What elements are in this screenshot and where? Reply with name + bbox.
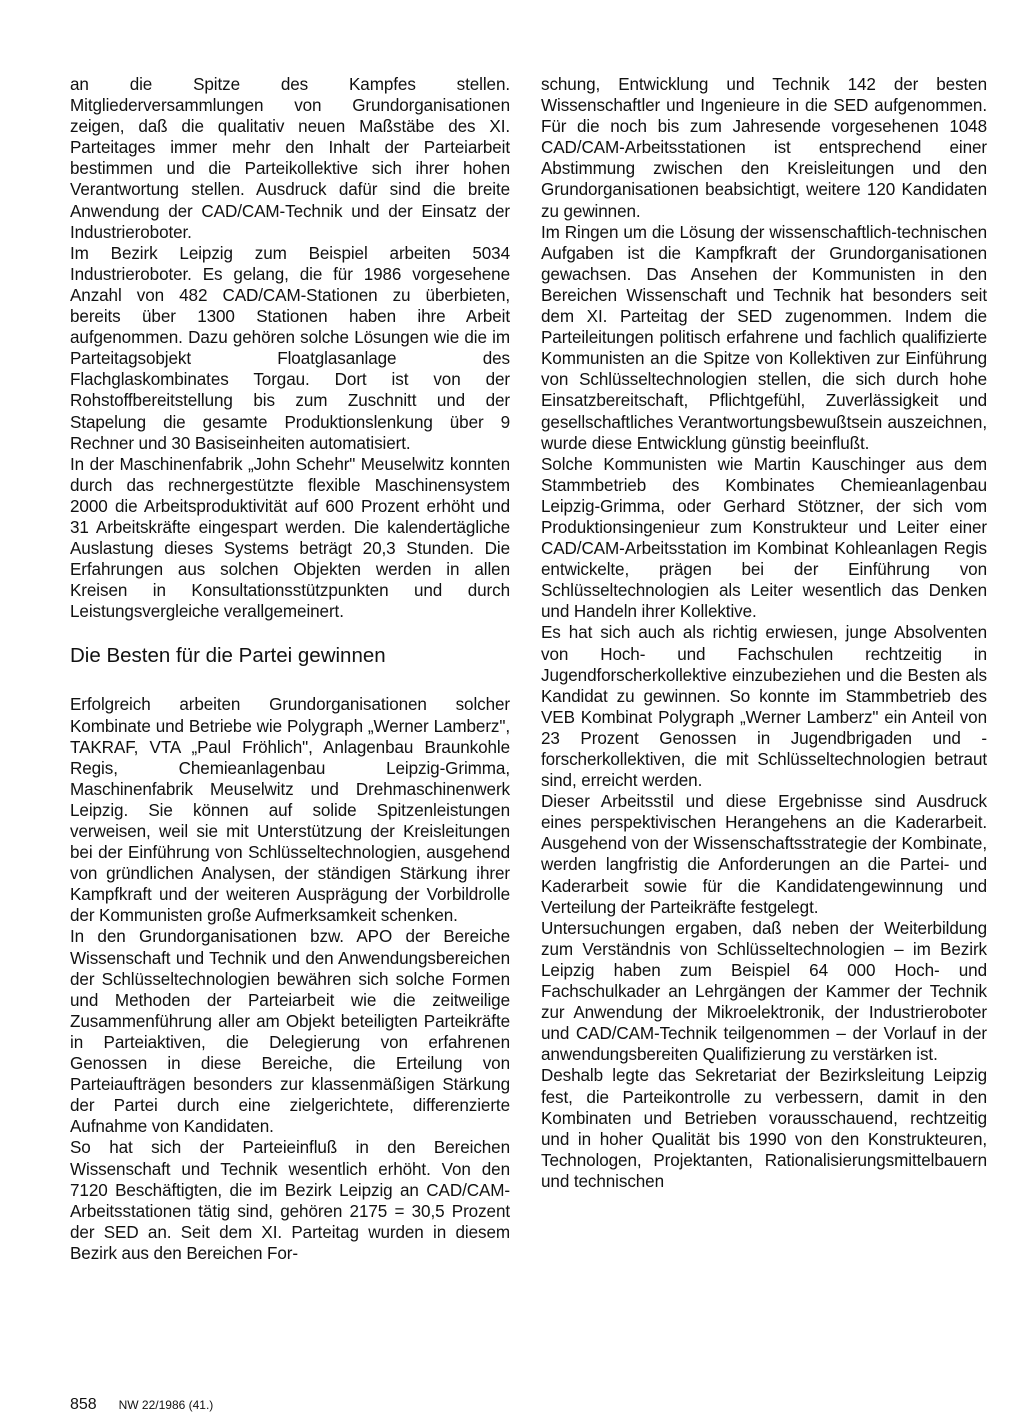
- page-footer: [70, 1396, 213, 1414]
- paragraph: schung, Entwicklung und Technik 142 der besten Wissenschaftler und Ingenieure in die SED aufgenommen. Für die noch bis zum Jahresende vorgesehenen 1048 CAD/CAM-Arbeitsstationen ist entsprechend einer Abstimmung zwischen den Kreisleitungen und den Grundorganisationen beabsichtigt, weitere 120 Kandidaten zu gewinnen.: [541, 75, 987, 221]
- paragraph: Dieser Arbeitsstil und diese Ergebnisse sind Ausdruck eines perspektivischen Herangehens an die Kaderarbeit. Ausgehend von der Wissenschaftsstrategie der Kombinate, werden langfristig die Anforderungen an die Partei- und Kaderarbeit sowie für die Kandidatengewinnung und Verteilung der Parteikräfte festgelegt.: [541, 792, 987, 917]
- left-column: [70, 74, 510, 1264]
- right-column: [541, 74, 987, 1192]
- page-number: 858: [70, 1396, 97, 1413]
- paragraph: Deshalb legte das Sekretariat der Bezirksleitung Leipzig fest, die Parteikontrolle zu verbessern, damit in den Kombinaten und Betrieben vorausschauend, rechtzeitig und in hoher Qualität bis 1990 von den Konstrukteuren, Technologen, Projektanten, Rationalisierungsmittelbauern und technischen: [541, 1066, 987, 1191]
- paragraph: In der Maschinenfabrik „John Schehr" Meuselwitz konnten durch das rechnergestützte flexible Maschinensystem 2000 die Arbeitsproduktivität auf 600 Prozent erhöht und 31 Arbeitskräfte eingespart werden. Die kalendertägliche Auslastung dieses Systems beträgt 20,3 Stunden. Die Erfahrungen aus solchen Objekten werden in allen Kreisen in Konsultationsstützpunkten und durch Leistungsvergleiche verallgemeinert.: [70, 454, 510, 622]
- paragraph: Untersuchungen ergaben, daß neben der Weiterbildung zum Verständnis von Schlüsseltechnologien – im Bezirk Leipzig haben zum Beispiel 64 000 Hoch- und Fachschulkader an Lehrgängen der Kammer der Technik zur Anwendung der Mikroelektronik, der Industrieroboter und CAD/CAM-Technik teilgenommen – der Vorlauf in der anwendungsbereiten Qualifizierung zu verstärken ist.: [541, 918, 987, 1065]
- paragraph: So hat sich der Parteieinfluß in den Bereichen Wissenschaft und Technik wesentlich erhöht. Von den 7120 Beschäftigten, die im Bezirk Leipzig an CAD/CAM-Arbeitsstationen tätig sind, gehören 2175 = 30,5 Prozent der SED an. Seit dem XI. Parteitag wurden in diesem Bezirk aus den Bereichen For-: [70, 1138, 510, 1263]
- paragraph: Erfolgreich arbeiten Grundorganisationen solcher Kombinate und Betriebe wie Polygraph „Werner Lamberz", TAKRAF, VTA „Paul Fröhlich", Anlagenbau Braunkohle Regis, Chemieanlagenbau Leipzig-Grimma, Maschinenfabrik Meuselwitz und Drehmaschinenwerk Leipzig. Sie können auf solide Spitzenleistungen verweisen, weil sie mit Unterstützung der Kreisleitungen bei der Einführung von Schlüsseltechnologien, ausgehend von gründlichen Analysen, der ständigen Stärkung ihrer Kampfkraft und der weiteren Ausprägung der Vorbildrolle der Kommunisten große Aufmerksamkeit schenken.: [70, 695, 510, 926]
- issue-reference: NW 22/1986 (41.): [118, 1398, 214, 1412]
- paragraph: In den Grundorganisationen bzw. APO der Bereiche Wissenschaft und Technik und den Anwendungsbereichen der Schlüsseltechnologien bewähren sich solche Formen und Methoden der Parteiarbeit wie die zeitweilige Zusammenführung aller am Objekt beteiligten Parteikräfte in Parteiaktiven, die Delegierung von erfahrenen Genossen in diese Bereiche, die Erteilung von Parteiaufträgen besonders zur klassenmäßigen Stärkung der Partei durch eine zielgerichtete, differenzierte Aufnahme von Kandidaten.: [70, 927, 510, 1137]
- paragraph: Solche Kommunisten wie Martin Kauschinger aus dem Stammbetrieb des Kombinates Chemieanlagenbau Leipzig-Grimma, oder Gerhard Stötzner, der sich vom Produktionsingenieur zum Konstrukteur und Leiter einer CAD/CAM-Arbeitsstation im Kombinat Kohleanlagen Regis entwickelte, prägen bei der Einführung von Schlüsseltechnologien als Leiter wesentlich das Denken und Handeln ihrer Kollektive.: [541, 454, 987, 622]
- paragraph: Im Ringen um die Lösung der wissenschaftlich-technischen Aufgaben ist die Kampfkraft der Grundorganisationen gewachsen. Das Ansehen der Kommunisten in den Bereichen Wissenschaft und Technik hat besonders seit dem XI. Parteitag der SED zugenommen. Indem die Parteileitungen politisch erfahrene und fachlich qualifizierte Kommunisten an die Spitze von Kollektiven zur Einführung von Schlüsseltechnologien stellen, die sich durch hohe Einsatzbereitschaft, Pflichtgefühl, Zuverlässigkeit und gesellschaftliches Verantwortungsbewußtsein auszeichnen, wurde diese Entwicklung günstig beeinflußt.: [541, 222, 987, 453]
- paragraph: Es hat sich auch als richtig erwiesen, junge Absolventen von Hoch- und Fachschulen rechtzeitig in Jugendforscherkollektive einzubeziehen und die Besten als Kandidat zu gewinnen. So konnte im Stammbetrieb des VEB Kombinat Polygraph „Werner Lamberz" ein Anteil von 23 Prozent Genossen in Jugendbrigaden und -forscherkollektiven, die mit Schlüsseltechnologien betraut sind, erreicht werden.: [541, 623, 987, 791]
- paragraph: Im Bezirk Leipzig zum Beispiel arbeiten 5034 Industrieroboter. Es gelang, die für 1986 vorgesehene Anzahl von 482 CAD/CAM-Stationen zu überbieten, bereits über 1300 Stationen haben ihre Arbeit aufgenommen. Dazu gehören solche Lösungen wie die im Parteitagsobjekt Floatglasanlage des Flachglaskombinates Torgau. Dort ist von der Rohstoffbereitstellung bis zum Zuschnitt und der Stapelung die gesamte Produktionslenkung über 9 Rechner und 30 Basiseinheiten automatisiert.: [70, 243, 510, 453]
- section-heading: Die Besten für die Partei gewinnen: [70, 644, 386, 668]
- paragraph: an die Spitze des Kampfes stellen. Mitgliederversammlungen von Grundorganisationen zeigen, daß die qualitativ neuen Maßstäbe des XI. Parteitages immer mehr den Inhalt der Parteiarbeit bestimmen und die Parteikollektive sich ihrer hohen Verantwortung stellen. Ausdruck dafür sind die breite Anwendung der CAD/CAM-Technik und der Einsatz der Industrieroboter.: [70, 75, 510, 242]
